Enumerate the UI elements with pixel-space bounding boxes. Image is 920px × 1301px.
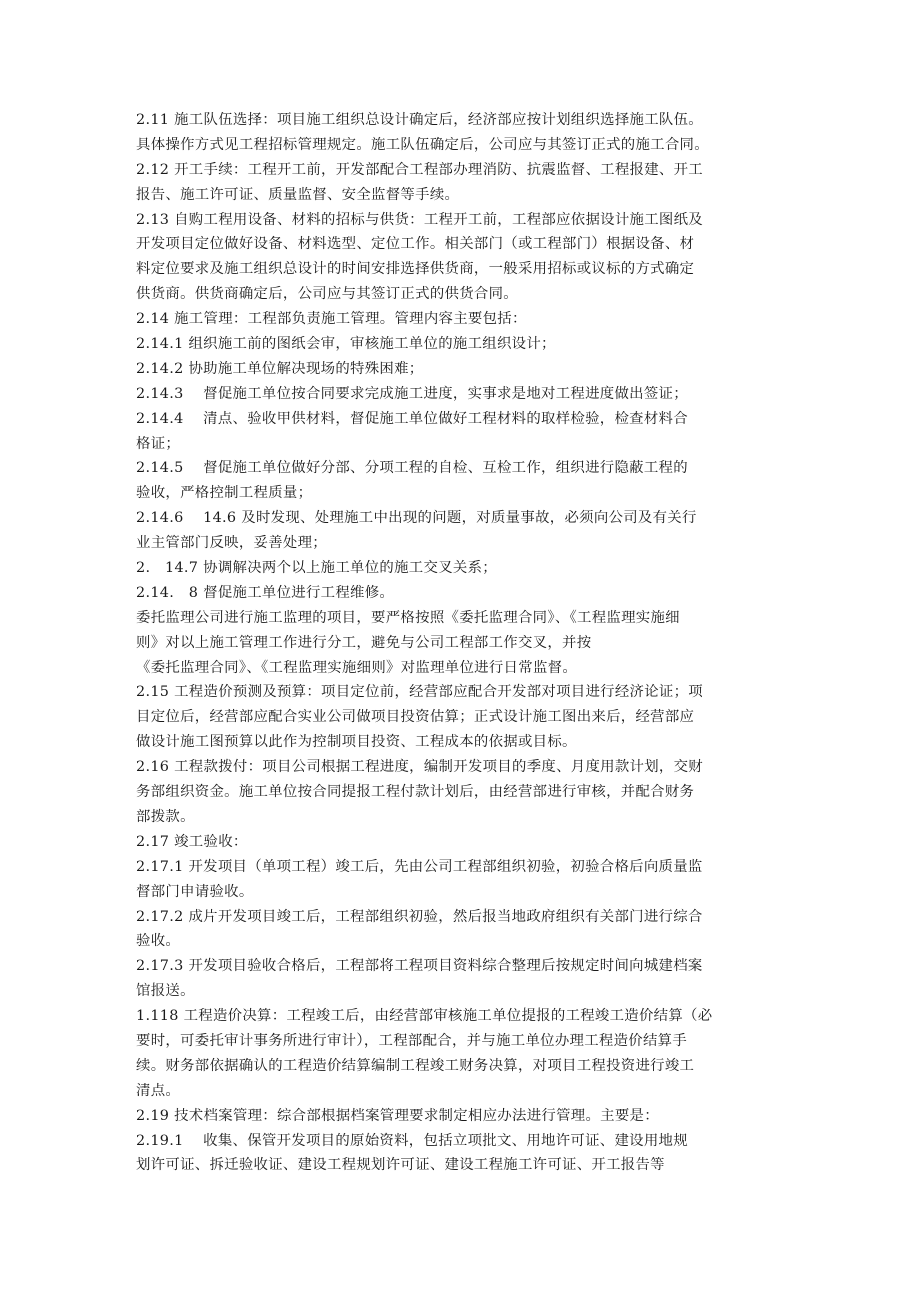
text-line: 2.19 技术档案管理：综合部根据档案管理要求制定相应办法进行管理。主要是： <box>136 1107 659 1124</box>
text-line: 《委托监理合同》、《工程监理实施细则》对监理单位进行日常监督。 <box>136 659 578 676</box>
text-line: 做设计施工图预算以此作为控制项目投资、工程成本的依据或目标。 <box>136 734 577 751</box>
text-line: 2.15 工程造价预测及预算：项目定位前，经营部应配合开发部对项目进行经济论证；项 <box>136 684 703 701</box>
text-line: 2. 14.7 协调解决两个以上施工单位的施工交叉关系； <box>136 560 497 577</box>
text-line: 2.14.1 组织施工前的图纸会审，审核施工单位的施工组织设计； <box>136 336 556 353</box>
text-line: 2.14.4 清点、验收甲供材料，督促施工单位做好工程材料的取样检验，检查材料合 <box>136 410 688 427</box>
text-line: 2.17 竣工验收： <box>136 833 248 850</box>
text-line: 业主管部门反映，妥善处理； <box>136 535 327 552</box>
text-line: 2.12 开工手续：工程开工前，开发部配合工程部办理消防、抗震监督、工程报建、开工 <box>136 161 703 178</box>
text-line: 部拨款。 <box>136 808 195 825</box>
text-line: 2.14. 8 督促施工单位进行工程维修。 <box>136 584 395 601</box>
text-line: 委托监理公司进行施工监理的项目，要严格按照《委托监理合同》、《工程监理实施细 <box>136 609 680 626</box>
text-line: 供货商。供货商确定后，公司应与其签订正式的供货合同。 <box>136 286 518 303</box>
text-line: 务部组织资金。施工单位按合同提报工程付款计划后，由经营部进行审核，并配合财务 <box>136 784 695 801</box>
text-line: 1.118 工程造价决算：工程竣工后，由经营部审核施工单位提报的工程竣工造价结算（必 <box>136 1008 713 1025</box>
text-line: 开发项目定位做好设备、材料选型、定位工作。相关部门（或工程部门）根据设备、材 <box>136 236 695 253</box>
text-line: 2.14.6 14.6 及时发现、处理施工中出现的问题，对质量事故，必须向公司及有关行 <box>136 510 697 527</box>
text-line: 2.19.1 收集、保管开发项目的原始资料，包括立项批文、用地许可证、建设用地规 <box>136 1132 688 1149</box>
text-line: 2.17.3 开发项目验收合格后，工程部将工程项目资料综合整理后按规定时间向城建档案 <box>136 958 703 975</box>
text-line: 2.14.5 督促施工单位做好分部、分项工程的自检、互检工作，组织进行隐蔽工程的 <box>136 460 688 477</box>
text-line: 报告、施工许可证、质量监督、安全监督等手续。 <box>136 186 460 203</box>
text-line: 督部门申请验收。 <box>136 883 254 900</box>
text-line: 2.14.3 督促施工单位按合同要求完成施工进度，实事求是地对工程进度做出签证； <box>136 385 688 402</box>
text-line: 具体操作方式见工程招标管理规定。施工队伍确定后，公司应与其签订正式的施工合同。 <box>136 136 709 153</box>
text-line: 则》对以上施工管理工作进行分工，避免与公司工程部工作交叉，并按 <box>136 634 592 651</box>
text-line: 划许可证、拆迁验收证、建设工程规划许可证、建设工程施工许可证、开工报告等 <box>136 1157 665 1174</box>
text-line: 2.11 施工队伍选择：项目施工组织总设计确定后，经济部应按计划组织选择施工队伍。 <box>136 112 703 128</box>
text-line: 2.13 自购工程用设备、材料的招标与供货：工程开工前，工程部应依据设计施工图纸及 <box>136 211 703 228</box>
text-line: 2.14 施工管理：工程部负责施工管理。管理内容主要包括： <box>136 311 527 328</box>
text-line: 料定位要求及施工组织总设计的时间安排选择供货商，一般采用招标或议标的方式确定 <box>136 261 695 278</box>
text-line: 2.17.2 成片开发项目竣工后，工程部组织初验，然后报当地政府组织有关部门进行综合 <box>136 908 703 925</box>
text-line: 验收，严格控制工程质量； <box>136 485 313 502</box>
text-line: 续。财务部依据确认的工程造价结算编制工程竣工财务决算，对项目工程投资进行竣工 <box>136 1057 695 1074</box>
text-line: 清点。 <box>136 1082 181 1099</box>
text-line: 2.16 工程款拨付：项目公司根据工程进度，编制开发项目的季度、月度用款计划，交财 <box>136 759 703 776</box>
text-line: 馆报送。 <box>136 983 195 1000</box>
text-line: 目定位后，经营部应配合实业公司做项目投资估算；正式设计施工图出来后，经营部应 <box>136 709 695 726</box>
text-line: 要时，可委托审计事务所进行审计），工程部配合，并与施工单位办理工程造价结算手 <box>136 1032 688 1049</box>
text-line: 格证； <box>136 435 181 452</box>
text-line: 2.17.1 开发项目（单项工程）竣工后，先由公司工程部组织初验，初验合格后向质量监 <box>136 858 703 875</box>
text-line: 验收。 <box>136 933 181 950</box>
document-page <box>136 108 796 1178</box>
text-line: 2.14.2 协助施工单位解决现场的特殊困难； <box>136 360 424 377</box>
